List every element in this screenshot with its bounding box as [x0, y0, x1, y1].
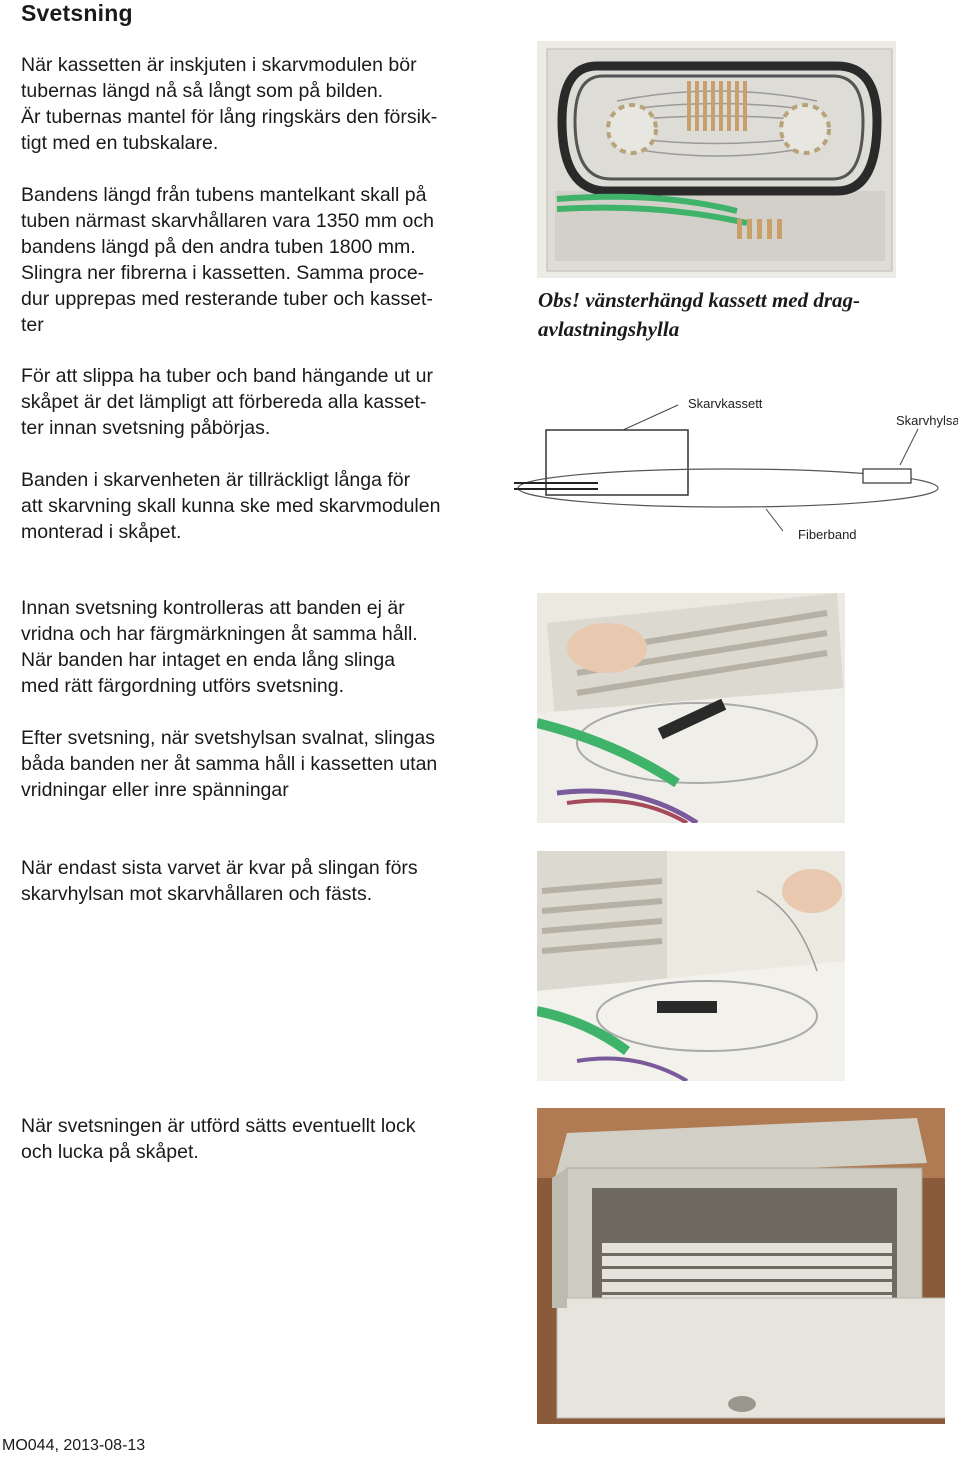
paragraph-last-loop: När endast sista varvet är kvar på slingan förs skarvhylsan mot skarvhållaren och fästs.	[21, 857, 418, 905]
label-cassette: Skarvkassett	[688, 396, 763, 411]
welding-preparation-photo	[537, 593, 845, 823]
sleeve-box	[863, 469, 911, 483]
paragraph-after-welding: Efter svetsning, när svetshylsan svalnat, slingas båda banden ner åt samma håll i kassetten utan vridningar eller inre spänningar	[21, 727, 438, 801]
splice-diagram	[508, 385, 958, 555]
last-loop-photo	[537, 851, 845, 1081]
paragraph-band-length: Bandens längd från tubens mantelkant skall på tuben närmast skarvhållaren vara 1350 mm och bandens längd på den andra tuben 1800 mm. Slingra ner fibrerna i kassetten. Samma proce- dur upprepas med resterande tuber och kasset- ter	[21, 184, 434, 336]
splice-cassette-photo	[537, 41, 896, 278]
figure-caption: Obs! vänsterhängd kassett med drag- avlastningshylla	[538, 288, 861, 341]
cabinet-photo	[537, 1108, 945, 1424]
page-title: Svetsning	[21, 0, 133, 26]
cassette-box	[546, 430, 688, 495]
paragraph-tube-length: När kassetten är inskjuten i skarvmodulen bör tubernas längd nå så långt som på bilden. Är tubernas mantel för lång ringskärs den försik- tigt med en tubskalare.	[21, 54, 438, 154]
paragraph-prepare-cassettes: För att slippa ha tuber och band hängande ut ur skåpet är det lämpligt att förbereda alla kasset- ter innan svetsning påbörjas.	[21, 365, 433, 439]
paragraph-mount-lid: När svetsningen är utförd sätts eventuellt lock och lucka på skåpet.	[21, 1115, 416, 1163]
label-sleeve: Skarvhylsa	[896, 413, 958, 428]
paragraph-check-before-welding: Innan svetsning kontrolleras att banden ej är vridna och har färgmärkningen åt samma håll. När banden har intaget en enda lång slinga med rätt färgordning utförs svetsning.	[21, 597, 418, 697]
label-fiber-band: Fiberband	[798, 527, 857, 542]
document-footer: MO044, 2013-08-13	[2, 1437, 146, 1454]
paragraph-band-sufficient: Banden i skarvenheten är tillräckligt långa för att skarvning skall kunna ske med skarvmodulen monterad i skåpet.	[21, 469, 441, 543]
